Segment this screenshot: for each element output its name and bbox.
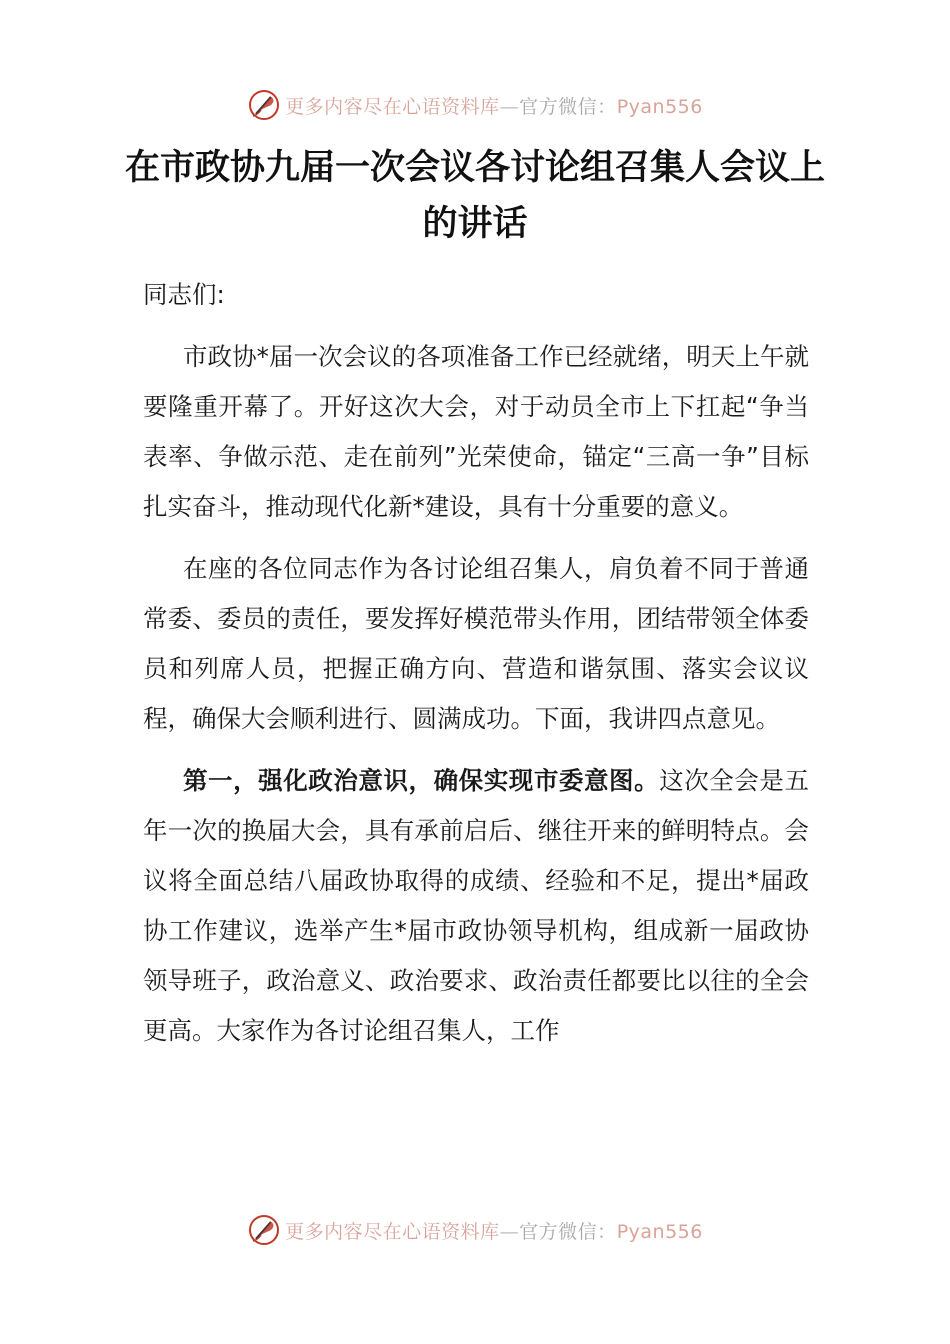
header-banner-text — [285, 92, 703, 119]
header-banner-official: 官方微信： — [519, 95, 617, 118]
document-title: 在市政协九届一次会议各讨论组召集人会议上的讲话 — [124, 147, 825, 244]
paragraph-3 — [143, 756, 809, 1056]
footer-banner-wechat-id: Pyan556 — [616, 1220, 703, 1243]
paragraph-2: 在座的各位同志作为各讨论组召集人，肩负着不同于普通常委、委员的责任，要发挥好模范带头作用，团结带领全体委员和列席人员，把握正确方向、营造和谐氛围、落实会议议程，确保大会顺利进行、圆满成功。下面，我讲四点意见。 — [143, 554, 809, 733]
header-banner-dash: — — [499, 95, 520, 118]
footer-banner-text — [285, 1217, 703, 1244]
footer-banner-site: 更多内容尽在心语资料库 — [285, 1220, 500, 1243]
quill-logo-icon — [247, 1213, 281, 1247]
paragraph-1: 市政协*届一次会议的各项准备工作已经就绪，明天上午就要隆重开幕了。开好这次大会，对于动员全市上下扛起“争当表率、争做示范、走在前列”光荣使命，锚定“三高一争”目标扎实奋斗，推动现代化新*建设，具有十分重要的意义。 — [143, 342, 809, 521]
header-banner-wechat-id: Pyan556 — [616, 95, 703, 118]
header-banner — [0, 85, 950, 125]
footer-banner-dash: — — [499, 1220, 520, 1243]
greeting: 同志们: — [143, 280, 225, 309]
section-1-heading: 第一，强化政治意识，确保实现市委意图。 — [183, 766, 660, 795]
quill-logo-icon — [247, 88, 281, 122]
footer-banner — [0, 1210, 950, 1250]
document-body — [143, 270, 809, 1068]
section-1-body: 这次全会是五年一次的换届大会，具有承前启后、继往开来的鲜明特点。会议将全面总结八届政协取得的成绩、经验和不足，提出*届政协工作建议，选举产生*届市政协领导机构，组成新一届政协领导班子，政治意义、政治要求、政治责任都要比以往的全会更高。大家作为各讨论组召集人，工作 — [143, 766, 809, 1045]
header-banner-site: 更多内容尽在心语资料库 — [285, 95, 500, 118]
footer-banner-official: 官方微信： — [519, 1220, 617, 1243]
